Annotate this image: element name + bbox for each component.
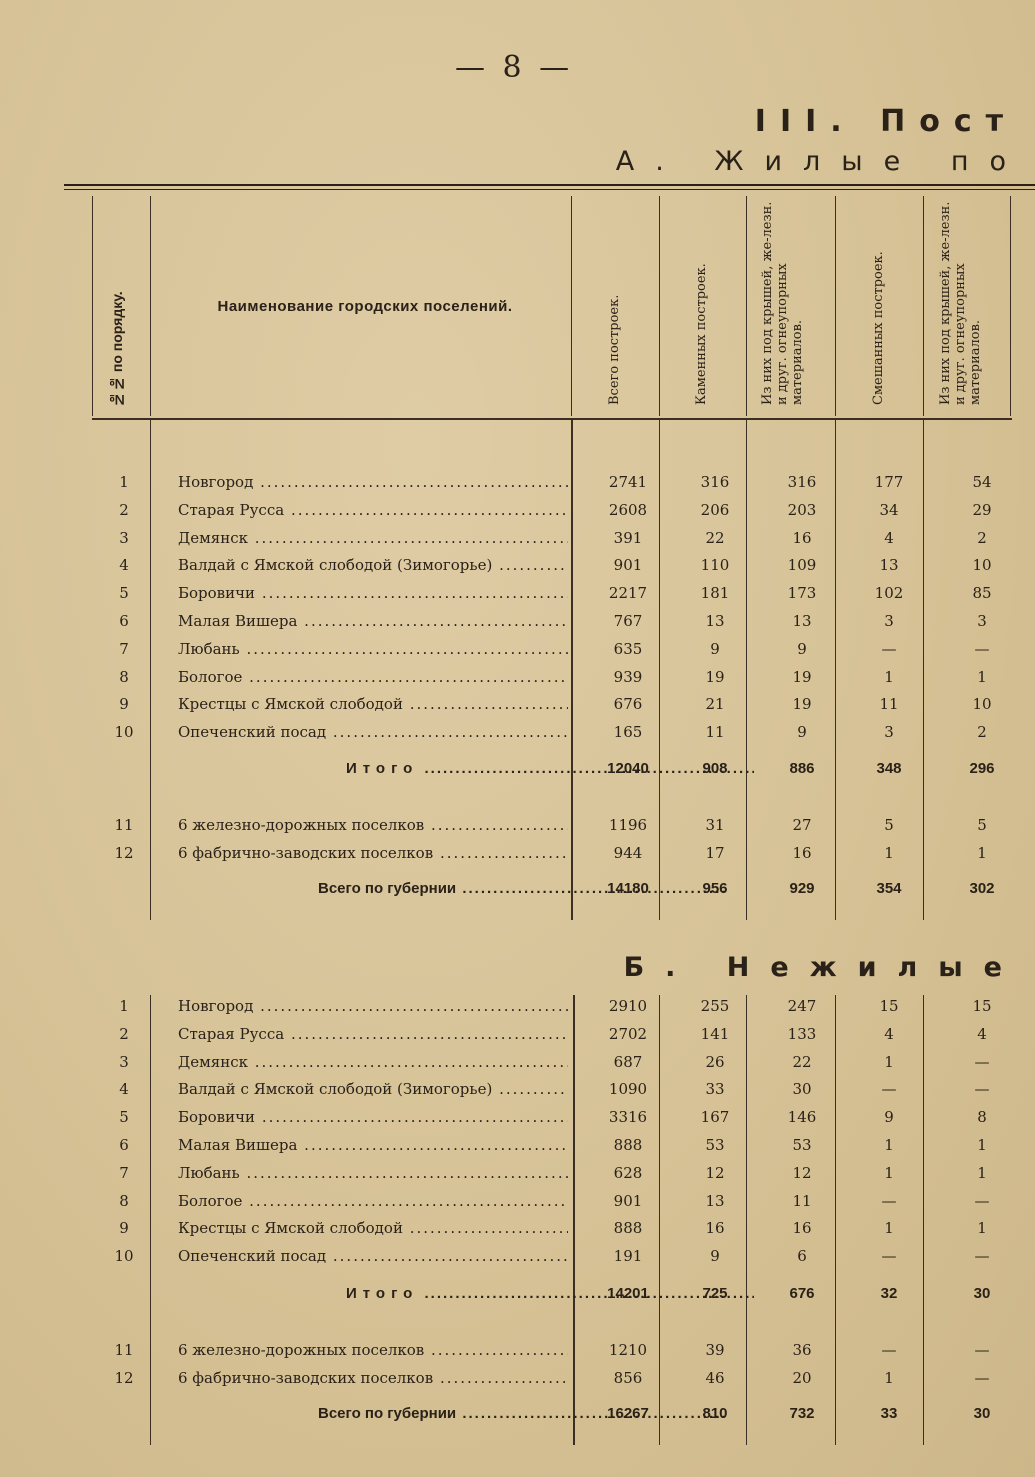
cell-value: 11 [792, 1191, 812, 1210]
col-header-stone-roof: Из них под крышей, же-лезн. и друг. огнеупорных материалов. [760, 201, 805, 405]
cell-value: 725 [702, 1285, 728, 1302]
table-row [0, 1341, 1035, 1367]
cell-value: 810 [702, 1405, 728, 1422]
label-text: Опеченский посад [178, 723, 327, 742]
col-header-mixed-roof: Из них под крышей, же-лезн. и друг. огнеупорных материалов. [938, 201, 983, 405]
cell-value: 19 [705, 667, 725, 686]
cell-value: 1 [977, 667, 987, 686]
cell-value: 33 [880, 1405, 898, 1422]
col-header-total: Всего построек. [607, 294, 622, 405]
cell-value: 316 [787, 473, 817, 491]
cell-value: 302 [969, 880, 995, 897]
label-text: Опеченский посад [178, 1247, 327, 1266]
cell-value: 767 [613, 612, 643, 630]
settlement-name [178, 695, 568, 713]
subsection-title-b: Б. Нежилые [623, 952, 1023, 983]
settlement-name [178, 473, 568, 491]
cell-value: 8 [977, 1108, 987, 1127]
cell-value: 53 [705, 1136, 725, 1154]
cell-value: 10 [972, 695, 992, 714]
cell-value: 11 [879, 695, 899, 714]
col-header-stone: Каменных построек. [694, 263, 709, 405]
cell-value: 30 [973, 1405, 991, 1422]
top-rule-thin [64, 189, 1035, 190]
table-row [0, 723, 1035, 749]
label-text: Всего по губернии [318, 880, 457, 897]
settlement-name [178, 640, 568, 658]
cell-value: 109 [787, 556, 817, 575]
row-number: 3 [119, 1052, 129, 1071]
settlement-name [178, 1247, 568, 1265]
cell-value: 391 [613, 528, 643, 547]
cell-value: 46 [705, 1368, 725, 1387]
cell-value: 1210 [608, 1341, 648, 1359]
settlement-name [178, 997, 568, 1015]
cell-value: 191 [613, 1247, 643, 1266]
row-number: 1 [119, 997, 129, 1015]
cell-value: — [974, 1191, 990, 1210]
cell-value: 34 [879, 500, 899, 519]
cell-value: 2608 [608, 500, 648, 519]
cell-value: 939 [613, 667, 643, 686]
label-text: Крестцы с Ямской слободой [178, 1219, 403, 1238]
row-number: 5 [119, 1108, 129, 1127]
settlement-name [178, 501, 568, 519]
cell-value: 3 [977, 612, 987, 630]
cell-value: 13 [705, 1191, 725, 1210]
cell-value: — [974, 1247, 990, 1266]
cell-value: 20 [792, 1368, 812, 1387]
label-text: Малая Вишера [178, 1136, 298, 1154]
subtotal-row [0, 760, 1035, 786]
cell-value: 3316 [608, 1108, 648, 1127]
cell-value: 33 [705, 1080, 725, 1099]
cell-value: 14201 [607, 1285, 649, 1302]
cell-value: 27 [792, 816, 812, 834]
header-border [571, 196, 572, 416]
cell-value: 888 [613, 1136, 643, 1154]
cell-value: — [974, 1341, 990, 1359]
label-text: 6 фабрично-заводских поселков [178, 1368, 434, 1387]
cell-value: 247 [787, 997, 817, 1015]
cell-value: 676 [789, 1285, 815, 1302]
settlement-name [178, 1369, 568, 1387]
cell-value: 10 [972, 556, 992, 575]
cell-value: — [974, 1368, 990, 1387]
row-number: 4 [119, 1080, 129, 1099]
cell-value: — [881, 1191, 897, 1210]
label-text: 6 фабрично-заводских поселков [178, 843, 434, 862]
cell-value: 12040 [607, 760, 649, 777]
cell-value: 102 [874, 584, 904, 603]
cell-value: 1196 [608, 816, 648, 834]
table-row [0, 695, 1035, 721]
row-number: 7 [119, 639, 129, 658]
row-number: 6 [119, 1136, 129, 1154]
cell-value: 167 [700, 1108, 730, 1127]
label-text: Новгород [178, 473, 254, 491]
cell-value: 1 [977, 1136, 987, 1154]
cell-value: 16267 [607, 1405, 649, 1422]
label-text: Малая Вишера [178, 612, 298, 630]
settlement-name [178, 844, 568, 862]
settlement-name [178, 1164, 568, 1182]
header-bottom-rule [92, 418, 1012, 420]
label-text: Всего по губернии [318, 1405, 457, 1422]
cell-value: 9 [710, 1247, 720, 1266]
cell-value: 17 [705, 843, 725, 862]
label-text: 6 железно-дорожных поселков [178, 816, 425, 834]
settlement-name [178, 1341, 568, 1359]
section-title: III. Пост [754, 104, 1017, 139]
cell-value: 9 [797, 723, 807, 742]
table-row [0, 1247, 1035, 1273]
cell-value: 22 [705, 528, 725, 547]
col-header-no: №№ по порядку. [109, 291, 125, 408]
cell-value: 348 [876, 760, 902, 777]
cell-value: 2 [977, 528, 987, 547]
table-row [0, 1219, 1035, 1245]
table-row [0, 1108, 1035, 1134]
row-number: 1 [119, 473, 129, 491]
header-border [923, 196, 924, 416]
cell-value: 13 [792, 612, 812, 630]
cell-value: 39 [705, 1341, 725, 1359]
cell-value: 1 [884, 667, 894, 686]
cell-value: 15 [972, 997, 992, 1015]
cell-value: 16 [792, 528, 812, 547]
label-text: Любань [178, 1163, 240, 1182]
cell-value: 32 [880, 1285, 898, 1302]
cell-value: 635 [613, 639, 643, 658]
label-text: Боровичи [178, 1108, 256, 1127]
cell-value: 16 [792, 1219, 812, 1238]
cell-value: 16 [705, 1219, 725, 1238]
settlement-name [178, 1080, 568, 1098]
cell-value: 929 [789, 880, 815, 897]
settlement-name [178, 668, 568, 686]
cell-value: 9 [884, 1108, 894, 1127]
col-header-name: Наименование городских поселений. [217, 298, 513, 315]
header-border [1010, 196, 1011, 416]
label-text: Демянск [178, 528, 248, 547]
label-text: Итого [346, 1285, 419, 1302]
header-border [659, 196, 660, 416]
settlement-name [178, 1219, 568, 1237]
cell-value: 85 [972, 584, 992, 603]
table-row [0, 1164, 1035, 1190]
settlement-name [178, 1108, 568, 1126]
settlement-name [178, 816, 568, 834]
table-row [0, 1053, 1035, 1079]
settlement-name [178, 1136, 568, 1154]
cell-value: 181 [700, 584, 730, 603]
label-text: 6 железно-дорожных поселков [178, 1341, 425, 1359]
row-number: 9 [119, 695, 129, 714]
row-number: 8 [119, 1191, 129, 1210]
settlement-name [178, 723, 568, 741]
cell-value: 856 [613, 1368, 643, 1387]
table-row [0, 1025, 1035, 1051]
table-row [0, 584, 1035, 610]
row-number: 12 [114, 1368, 134, 1387]
table-row [0, 612, 1035, 638]
cell-value: 5 [977, 816, 987, 834]
row-number: 9 [119, 1219, 129, 1238]
cell-value: 110 [700, 556, 730, 575]
cell-value: 13 [879, 556, 899, 575]
cell-value: 296 [969, 760, 995, 777]
row-number: 3 [119, 528, 129, 547]
page-number: — 8 — [455, 50, 574, 85]
cell-value: — [974, 1052, 990, 1071]
cell-value: 12 [705, 1163, 725, 1182]
cell-value: 14180 [607, 880, 649, 897]
settlement-name [178, 1053, 568, 1071]
cell-value: 9 [797, 639, 807, 658]
cell-value: 19 [792, 695, 812, 714]
settlement-name [178, 556, 568, 574]
cell-value: 1 [884, 843, 894, 862]
cell-value: 15 [879, 997, 899, 1015]
cell-value: 165 [613, 723, 643, 742]
cell-value: 2217 [608, 584, 648, 603]
cell-value: 316 [700, 473, 730, 491]
cell-value: 173 [787, 584, 817, 603]
cell-value: 19 [792, 667, 812, 686]
row-number: 2 [119, 1024, 129, 1043]
header-border [92, 196, 93, 416]
row-number: 10 [114, 723, 134, 742]
cell-value: 908 [702, 760, 728, 777]
cell-value: — [881, 1247, 897, 1266]
cell-value: 255 [700, 997, 730, 1015]
label-text: Валдай с Ямской слободой (Зимогорье) [178, 1080, 493, 1099]
cell-value: 886 [789, 760, 815, 777]
cell-value: 1090 [608, 1080, 648, 1099]
table-row [0, 844, 1035, 870]
col-header-mixed: Смешанных построек. [871, 251, 886, 405]
cell-value: 1 [884, 1136, 894, 1154]
cell-value: 133 [787, 1024, 817, 1043]
cell-value: 36 [792, 1341, 812, 1359]
cell-value: 16 [792, 843, 812, 862]
row-number: 5 [119, 584, 129, 603]
cell-value: 4 [884, 528, 894, 547]
table-row [0, 556, 1035, 582]
cell-value: 1 [977, 843, 987, 862]
table-row [0, 1080, 1035, 1106]
table-row [0, 816, 1035, 842]
cell-value: 732 [789, 1405, 815, 1422]
row-number: 8 [119, 667, 129, 686]
cell-value: 3 [884, 612, 894, 630]
cell-value: 944 [613, 843, 643, 862]
cell-value: 53 [792, 1136, 812, 1154]
label-text: Боровичи [178, 584, 256, 603]
table-row [0, 1192, 1035, 1218]
row-number: 6 [119, 612, 129, 630]
cell-value: 11 [705, 723, 725, 742]
cell-value: — [881, 639, 897, 658]
label-text: Бологое [178, 1191, 243, 1210]
table-row [0, 1369, 1035, 1395]
cell-value: — [974, 1080, 990, 1099]
cell-value: 146 [787, 1108, 817, 1127]
cell-value: 2 [977, 723, 987, 742]
cell-value: 5 [884, 816, 894, 834]
cell-value: 1 [884, 1052, 894, 1071]
grand-total-row [0, 1405, 1035, 1431]
cell-value: 2910 [608, 997, 648, 1015]
cell-value: 30 [792, 1080, 812, 1099]
subsection-title-a: А. Жилые по [615, 146, 1027, 177]
table-row [0, 1136, 1035, 1162]
header-border [150, 196, 151, 416]
cell-value: — [974, 639, 990, 658]
settlement-name [178, 529, 568, 547]
table-row [0, 640, 1035, 666]
subtotal-row [0, 1285, 1035, 1311]
row-number: 12 [114, 843, 134, 862]
cell-value: 687 [613, 1052, 643, 1071]
row-number: 2 [119, 500, 129, 519]
label-text: Итого [346, 760, 419, 777]
label-text: Крестцы с Ямской слободой [178, 695, 403, 714]
cell-value: 54 [972, 473, 992, 491]
cell-value: 1 [977, 1219, 987, 1238]
table-row [0, 501, 1035, 527]
cell-value: 13 [705, 612, 725, 630]
cell-value: 901 [613, 1191, 643, 1210]
label-text: Валдай с Ямской слободой (Зимогорье) [178, 556, 493, 575]
cell-value: — [881, 1341, 897, 1359]
top-rule [64, 184, 1035, 186]
header-border [746, 196, 747, 416]
cell-value: 12 [792, 1163, 812, 1182]
grand-total-row [0, 880, 1035, 906]
header-border [835, 196, 836, 416]
cell-value: 31 [705, 816, 725, 834]
settlement-name [178, 612, 568, 630]
row-number: 4 [119, 556, 129, 575]
label-text: Старая Русса [178, 500, 285, 519]
table-row [0, 529, 1035, 555]
row-number: 10 [114, 1247, 134, 1266]
cell-value: 141 [700, 1024, 730, 1043]
cell-value: 1 [884, 1163, 894, 1182]
cell-value: — [881, 1080, 897, 1099]
cell-value: 628 [613, 1163, 643, 1182]
cell-value: 30 [973, 1285, 991, 1302]
cell-value: 203 [787, 500, 817, 519]
row-number: 11 [114, 816, 134, 834]
label-text: Любань [178, 639, 240, 658]
label-text: Старая Русса [178, 1024, 285, 1043]
cell-value: 206 [700, 500, 730, 519]
settlement-name [178, 1192, 568, 1210]
cell-value: 29 [972, 500, 992, 519]
label-text: Новгород [178, 997, 254, 1015]
cell-value: 1 [884, 1219, 894, 1238]
cell-value: 1 [884, 1368, 894, 1387]
cell-value: 4 [977, 1024, 987, 1043]
settlement-name [178, 584, 568, 602]
settlement-name [178, 1025, 568, 1043]
cell-value: 676 [613, 695, 643, 714]
cell-value: 1 [977, 1163, 987, 1182]
cell-value: 21 [705, 695, 725, 714]
row-number: 7 [119, 1163, 129, 1182]
table-row [0, 997, 1035, 1023]
cell-value: 901 [613, 556, 643, 575]
cell-value: 888 [613, 1219, 643, 1238]
cell-value: 177 [874, 473, 904, 491]
cell-value: 4 [884, 1024, 894, 1043]
table-row [0, 668, 1035, 694]
label-text: Демянск [178, 1052, 248, 1071]
label-text: Бологое [178, 667, 243, 686]
cell-value: 22 [792, 1052, 812, 1071]
cell-value: 9 [710, 639, 720, 658]
cell-value: 2741 [608, 473, 648, 491]
cell-value: 6 [797, 1247, 807, 1266]
cell-value: 26 [705, 1052, 725, 1071]
cell-value: 2702 [608, 1024, 648, 1043]
table-row [0, 473, 1035, 499]
row-number: 11 [114, 1341, 134, 1359]
cell-value: 354 [876, 880, 902, 897]
cell-value: 956 [702, 880, 728, 897]
cell-value: 3 [884, 723, 894, 742]
